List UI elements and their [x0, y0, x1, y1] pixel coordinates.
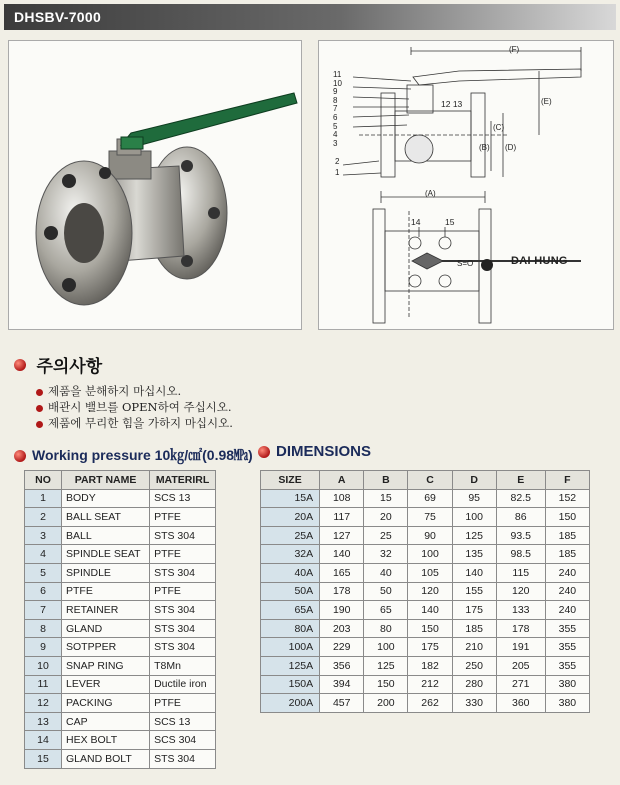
size-cell: 50A — [261, 582, 320, 601]
part-material: PTFE — [150, 694, 216, 713]
dim-cell: 175 — [408, 638, 452, 657]
table-row — [25, 675, 216, 694]
part-material: STS 304 — [150, 601, 216, 620]
dim-cell: 212 — [408, 675, 452, 694]
table-row — [25, 656, 216, 675]
caution-bullet-icon — [14, 359, 26, 371]
label-2: 2 — [335, 157, 340, 166]
dim-cell: 100 — [408, 545, 452, 564]
part-no: 4 — [25, 545, 62, 564]
size-cell: 100A — [261, 638, 320, 657]
dim-cell: 191 — [496, 638, 545, 657]
dim-cell: 86 — [496, 508, 545, 527]
dim-b-label: (B) — [479, 143, 490, 152]
dim-cell: 100 — [364, 638, 408, 657]
product-photo — [8, 40, 302, 330]
table-row — [25, 694, 216, 713]
title-bar — [4, 4, 616, 30]
section-bullet-icon — [258, 446, 270, 458]
col-no: NO — [25, 471, 62, 490]
part-material: PTFE — [150, 582, 216, 601]
dim-cell: 75 — [408, 508, 452, 527]
dim-s-label: S=O — [457, 259, 474, 268]
label-10: 10 — [333, 78, 342, 88]
part-name: SPINDLE — [62, 563, 150, 582]
label-3: 3 — [333, 138, 338, 148]
size-cell: 32A — [261, 545, 320, 564]
dim-cell: 140 — [452, 563, 496, 582]
part-name: BALL SEAT — [62, 508, 150, 527]
size-cell: 65A — [261, 601, 320, 620]
part-name: GLAND — [62, 619, 150, 638]
table-row — [25, 619, 216, 638]
dim-cell: 182 — [408, 656, 452, 675]
part-material: SCS 13 — [150, 712, 216, 731]
dim-d-label: (D) — [505, 143, 517, 152]
dim-cell: 240 — [545, 582, 589, 601]
dim-cell: 65 — [364, 601, 408, 620]
table-row — [25, 545, 216, 564]
dim-e-label: (E) — [541, 97, 552, 106]
dim-cell: 15 — [364, 489, 408, 508]
dim-cell: 140 — [408, 601, 452, 620]
dim-cell: 210 — [452, 638, 496, 657]
caution-title: 주의사항 — [36, 357, 103, 376]
label-9: 9 — [333, 87, 338, 97]
dim-cell: 135 — [452, 545, 496, 564]
dim-cell: 140 — [320, 545, 364, 564]
col-e: E — [496, 471, 545, 490]
size-cell: 25A — [261, 526, 320, 545]
parts-table — [24, 470, 216, 769]
part-material: PTFE — [150, 508, 216, 527]
part-no: 12 — [25, 694, 62, 713]
size-cell: 200A — [261, 694, 320, 713]
label-14: 14 — [411, 217, 421, 227]
size-cell: 15A — [261, 489, 320, 508]
dim-a-label: (A) — [425, 189, 436, 198]
table-row — [25, 749, 216, 768]
dim-cell: 125 — [452, 526, 496, 545]
caution-item: 배관시 밸브를 OPEN하여 주십시오. — [36, 399, 233, 415]
dim-cell: 155 — [452, 582, 496, 601]
size-cell: 20A — [261, 508, 320, 527]
dim-cell: 150 — [364, 675, 408, 694]
part-material: Ductile iron — [150, 675, 216, 694]
part-material: STS 304 — [150, 619, 216, 638]
part-name: SOTPPER — [62, 638, 150, 657]
dim-cell: 355 — [545, 656, 589, 675]
dim-cell: 69 — [408, 489, 452, 508]
part-material: PTFE — [150, 545, 216, 564]
dim-cell: 178 — [496, 619, 545, 638]
table-row — [261, 563, 590, 582]
dot-icon — [36, 389, 43, 396]
part-name: SNAP RING — [62, 656, 150, 675]
part-material: STS 304 — [150, 638, 216, 657]
table-row — [25, 731, 216, 750]
part-no: 9 — [25, 638, 62, 657]
col-size: SIZE — [261, 471, 320, 490]
part-material: STS 304 — [150, 563, 216, 582]
part-name: BODY — [62, 489, 150, 508]
dim-cell: 150 — [545, 508, 589, 527]
dim-cell: 457 — [320, 694, 364, 713]
table-row — [261, 656, 590, 675]
part-name: GLAND BOLT — [62, 749, 150, 768]
dim-cell: 25 — [364, 526, 408, 545]
part-no: 11 — [25, 675, 62, 694]
dim-cell: 108 — [320, 489, 364, 508]
dim-cell: 82.5 — [496, 489, 545, 508]
dim-cell: 380 — [545, 694, 589, 713]
caution-section — [14, 352, 233, 431]
col-b: B — [364, 471, 408, 490]
part-name: HEX BOLT — [62, 731, 150, 750]
part-name: RETAINER — [62, 601, 150, 620]
dim-cell: 80 — [364, 619, 408, 638]
label-11: 11 — [333, 70, 342, 79]
dim-cell: 355 — [545, 638, 589, 657]
table-row — [261, 601, 590, 620]
table-row — [25, 712, 216, 731]
col-f: F — [545, 471, 589, 490]
dim-cell: 20 — [364, 508, 408, 527]
parts-section-title: Working pressure 10㎏/㎠(0.98㎫) — [14, 445, 253, 465]
dim-cell: 152 — [545, 489, 589, 508]
dim-cell: 355 — [545, 619, 589, 638]
table-row — [25, 582, 216, 601]
section-bullet-icon — [14, 450, 26, 462]
part-no: 13 — [25, 712, 62, 731]
label-8: 8 — [333, 95, 338, 105]
size-cell: 125A — [261, 656, 320, 675]
col-c: C — [408, 471, 452, 490]
dim-cell: 250 — [452, 656, 496, 675]
dim-cell: 175 — [452, 601, 496, 620]
part-name: LEVER — [62, 675, 150, 694]
part-material: STS 304 — [150, 749, 216, 768]
part-material: SCS 304 — [150, 731, 216, 750]
label-5: 5 — [333, 121, 338, 131]
dim-cell: 262 — [408, 694, 452, 713]
dim-cell: 185 — [545, 526, 589, 545]
dim-cell: 32 — [364, 545, 408, 564]
dim-cell: 229 — [320, 638, 364, 657]
table-row — [25, 489, 216, 508]
table-row — [261, 545, 590, 564]
dim-cell: 394 — [320, 675, 364, 694]
dim-f-label: (F) — [509, 45, 520, 54]
label-7: 7 — [333, 104, 338, 114]
dim-c-label: (C) — [493, 123, 505, 132]
caution-item: 제품에 무리한 힘을 가하지 마십시오. — [36, 415, 233, 431]
table-row — [261, 508, 590, 527]
col-material: MATERIRL — [150, 471, 216, 490]
part-material: SCS 13 — [150, 489, 216, 508]
label-15: 15 — [445, 217, 455, 227]
dim-cell: 150 — [408, 619, 452, 638]
dim-cell: 100 — [452, 508, 496, 527]
table-row — [261, 619, 590, 638]
size-cell: 150A — [261, 675, 320, 694]
table-row — [25, 638, 216, 657]
table-row — [25, 526, 216, 545]
col-a: A — [320, 471, 364, 490]
dim-cell: 115 — [496, 563, 545, 582]
table-row — [25, 601, 216, 620]
dim-cell: 50 — [364, 582, 408, 601]
dim-cell: 105 — [408, 563, 452, 582]
part-no: 3 — [25, 526, 62, 545]
dim-cell: 203 — [320, 619, 364, 638]
part-no: 7 — [25, 601, 62, 620]
table-row — [25, 563, 216, 582]
part-name: PTFE — [62, 582, 150, 601]
dim-cell: 240 — [545, 563, 589, 582]
dimensions-table — [260, 470, 590, 713]
dim-cell: 127 — [320, 526, 364, 545]
dim-cell: 117 — [320, 508, 364, 527]
dim-cell: 330 — [452, 694, 496, 713]
part-material: T8Mn — [150, 656, 216, 675]
dim-cell: 200 — [364, 694, 408, 713]
part-name: SPINDLE SEAT — [62, 545, 150, 564]
table-row — [261, 638, 590, 657]
technical-drawing — [318, 40, 614, 330]
dim-cell: 271 — [496, 675, 545, 694]
label-4: 4 — [333, 130, 338, 140]
part-no: 1 — [25, 489, 62, 508]
dim-cell: 93.5 — [496, 526, 545, 545]
dim-cell: 190 — [320, 601, 364, 620]
dim-cell: 185 — [545, 545, 589, 564]
part-name: CAP — [62, 712, 150, 731]
dim-cell: 178 — [320, 582, 364, 601]
table-row — [261, 582, 590, 601]
caution-list — [36, 383, 233, 431]
dim-cell: 95 — [452, 489, 496, 508]
label-1: 1 — [335, 168, 340, 177]
caution-item: 제품을 분해하지 마십시오. — [36, 383, 233, 399]
dot-icon — [36, 421, 43, 428]
dim-cell: 360 — [496, 694, 545, 713]
dim-cell: 205 — [496, 656, 545, 675]
part-no: 14 — [25, 731, 62, 750]
part-name: BALL — [62, 526, 150, 545]
table-row — [25, 508, 216, 527]
dim-cell: 40 — [364, 563, 408, 582]
dim-cell: 240 — [545, 601, 589, 620]
dim-cell: 125 — [364, 656, 408, 675]
label-6: 6 — [333, 112, 338, 122]
dim-cell: 98.5 — [496, 545, 545, 564]
part-no: 2 — [25, 508, 62, 527]
part-no: 6 — [25, 582, 62, 601]
dim-cell: 185 — [452, 619, 496, 638]
dot-icon — [36, 405, 43, 412]
part-material: STS 304 — [150, 526, 216, 545]
table-row — [261, 675, 590, 694]
part-no: 15 — [25, 749, 62, 768]
table-row — [261, 489, 590, 508]
dim-cell: 120 — [496, 582, 545, 601]
brand-label: DAI HUNG — [511, 255, 568, 267]
label-12-13: 12 13 — [441, 99, 463, 109]
product-title: DHSBV-7000 — [14, 9, 102, 25]
table-row — [261, 526, 590, 545]
dim-cell: 90 — [408, 526, 452, 545]
dim-cell: 133 — [496, 601, 545, 620]
dim-cell: 165 — [320, 563, 364, 582]
col-d: D — [452, 471, 496, 490]
dim-cell: 356 — [320, 656, 364, 675]
col-part-name: PART NAME — [62, 471, 150, 490]
size-cell: 40A — [261, 563, 320, 582]
part-no: 10 — [25, 656, 62, 675]
dim-cell: 380 — [545, 675, 589, 694]
dims-section-title: DIMENSIONS — [258, 443, 371, 460]
dim-cell: 280 — [452, 675, 496, 694]
part-no: 5 — [25, 563, 62, 582]
table-row — [261, 694, 590, 713]
part-name: PACKING — [62, 694, 150, 713]
size-cell: 80A — [261, 619, 320, 638]
dim-cell: 120 — [408, 582, 452, 601]
part-no: 8 — [25, 619, 62, 638]
